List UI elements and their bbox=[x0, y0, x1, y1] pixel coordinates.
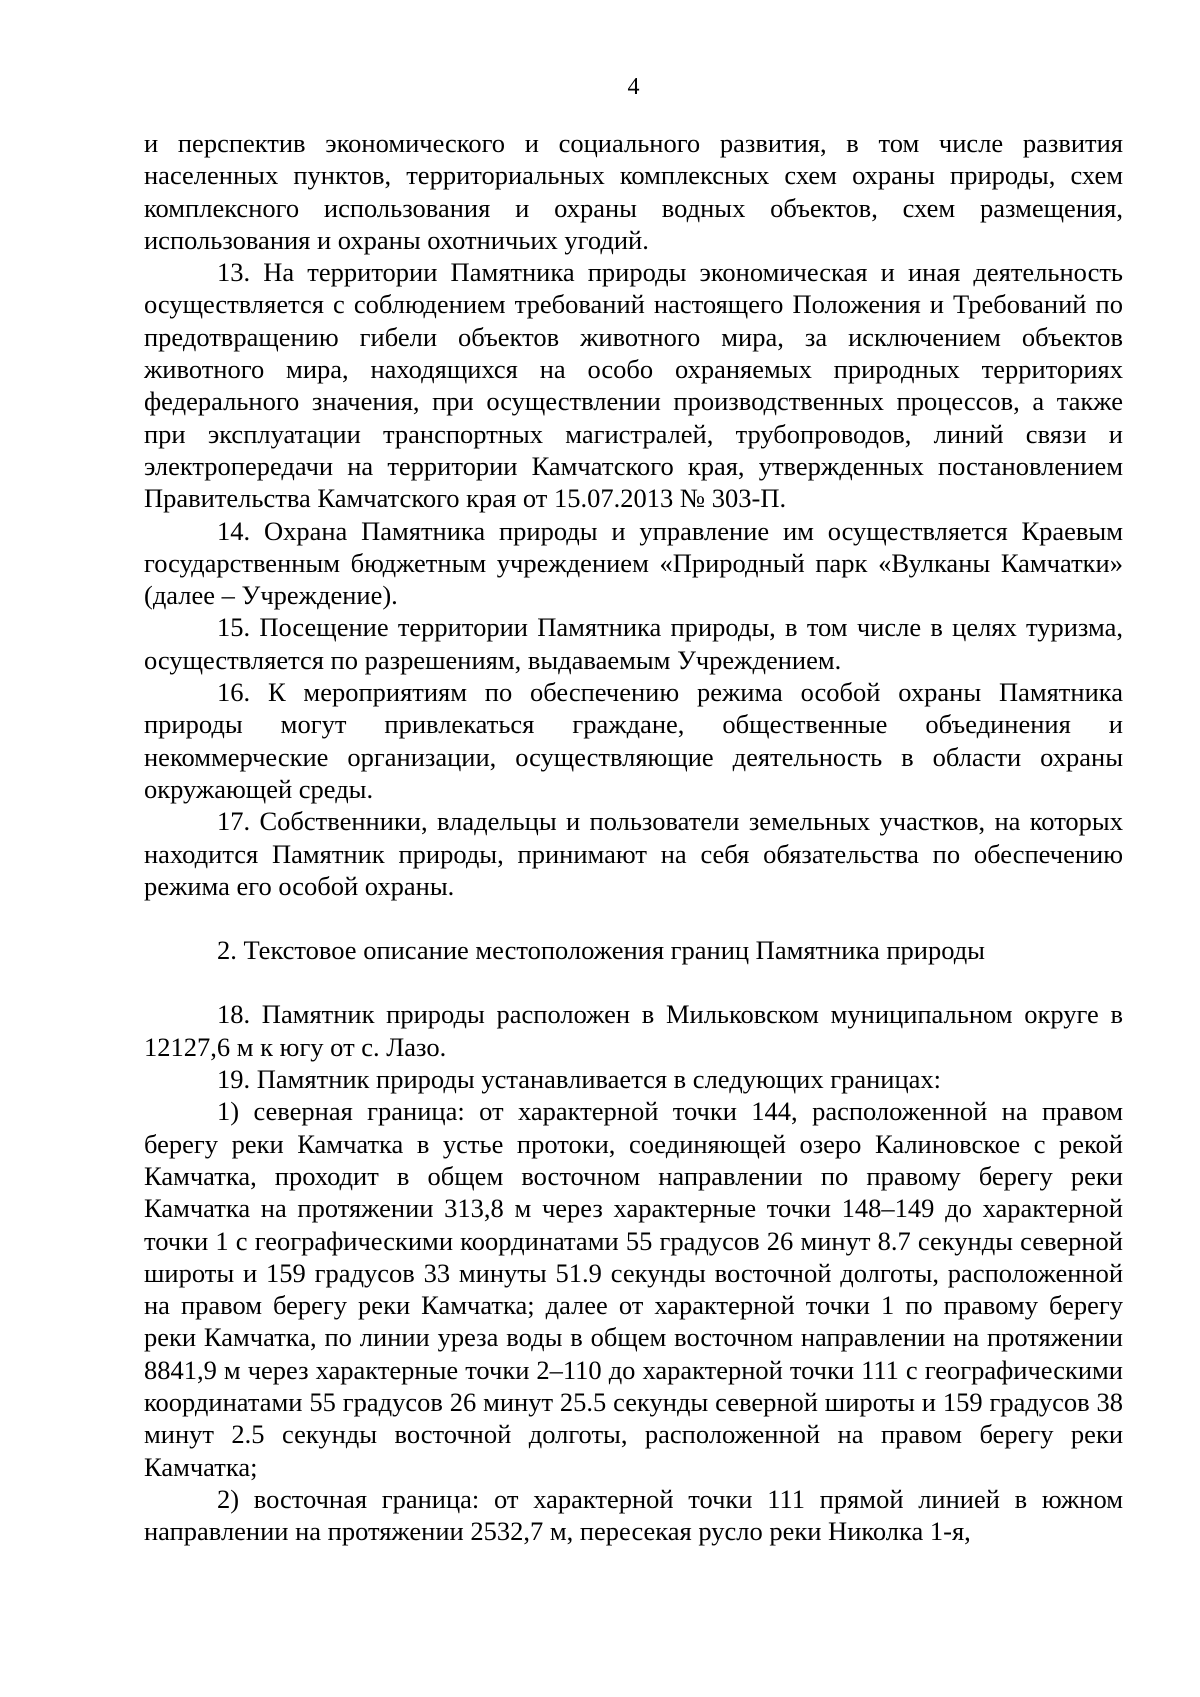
paragraph-continuation: и перспектив экономического и социального развития, в том числе развития населенных пунктов, территориальных комплексных схем охраны природы, схем комплексного использования и охраны водных объектов, схем размещения, использования и охраны охотничьих угодий. bbox=[144, 128, 1123, 255]
paragraph-13: 13. На территории Памятника природы экономическая и иная деятельность осуществляется с соблюдением требований настоящего Положения и Требований по предотвращению гибели объектов животного мира, за исключением объектов животного мира, находящихся на особо охраняемых природных территориях федерального значения, при осуществлении производственных процессов, а также при эксплуатации транспортных магистралей, трубопроводов, линий связи и электропередачи на территории Камчатского края, утвержденных постановлением Правительства Камчатского края от 15.07.2013 № 303-П. bbox=[144, 257, 1123, 514]
paragraph-19: 19. Памятник природы устанавливается в следующих границах: bbox=[217, 1064, 942, 1095]
paragraph-15: 15. Посещение территории Памятника природы, в том числе в целях туризма, осуществляется по разрешениям, выдаваемым Учреждением. bbox=[144, 612, 1123, 675]
paragraph-18: 18. Памятник природы расположен в Мильковском муниципальном округе в 12127,6 м к югу от с. Лазо. bbox=[144, 999, 1123, 1062]
page-number: 4 bbox=[627, 74, 640, 100]
paragraph-north-boundary: 1) северная граница: от характерной точки 144, расположенной на правом берегу реки Камчатка в устье протоки, соединяющей озеро Калиновское с рекой Камчатка, проходит в общем восточном направлении по правому берегу реки Камчатка на протяжении 313,8 м через характерные точки 148–149 до характерной точки 1 с географическими координатами 55 градусов 26 минут 8.7 секунды северной широты и 159 градусов 33 минуты 51.9 секунды восточной долготы, расположенной на правом берегу реки Камчатка; далее от характерной точки 1 по правому берегу реки Камчатка, по линии уреза воды в общем восточном направлении на протяжении 8841,9 м через характерные точки 2–110 до характерной точки 111 с географическими координатами 55 градусов 26 минут 25.5 секунды северной широты и 159 градусов 38 минут 2.5 секунды восточной долготы, расположенной на правом берегу реки Камчатка; bbox=[144, 1096, 1123, 1482]
paragraph-14: 14. Охрана Памятника природы и управление им осуществляется Краевым государственным бюджетным учреждением «Природный парк «Вулканы Камчатки» (далее – Учреждение). bbox=[144, 515, 1123, 611]
paragraph-16: 16. К мероприятиям по обеспечению режима особой охраны Памятника природы могут привлекаться граждане, общественные объединения и некоммерческие организации, осуществляющие деятельность в области охраны окружающей среды. bbox=[144, 677, 1123, 804]
paragraph-17: 17. Собственники, владельцы и пользователи земельных участков, на которых находится Памятник природы, принимают на себя обязательства по обеспечению режима его особой охраны. bbox=[144, 806, 1123, 901]
section-heading: 2. Текстовое описание местоположения границ Памятника природы bbox=[217, 935, 985, 966]
paragraph-east-boundary: 2) восточная граница: от характерной точки 111 прямой линией в южном направлении на протяжении 2532,7 м, пересекая русло реки Николка 1-я, bbox=[144, 1483, 1123, 1547]
document-body bbox=[144, 127, 1123, 1547]
